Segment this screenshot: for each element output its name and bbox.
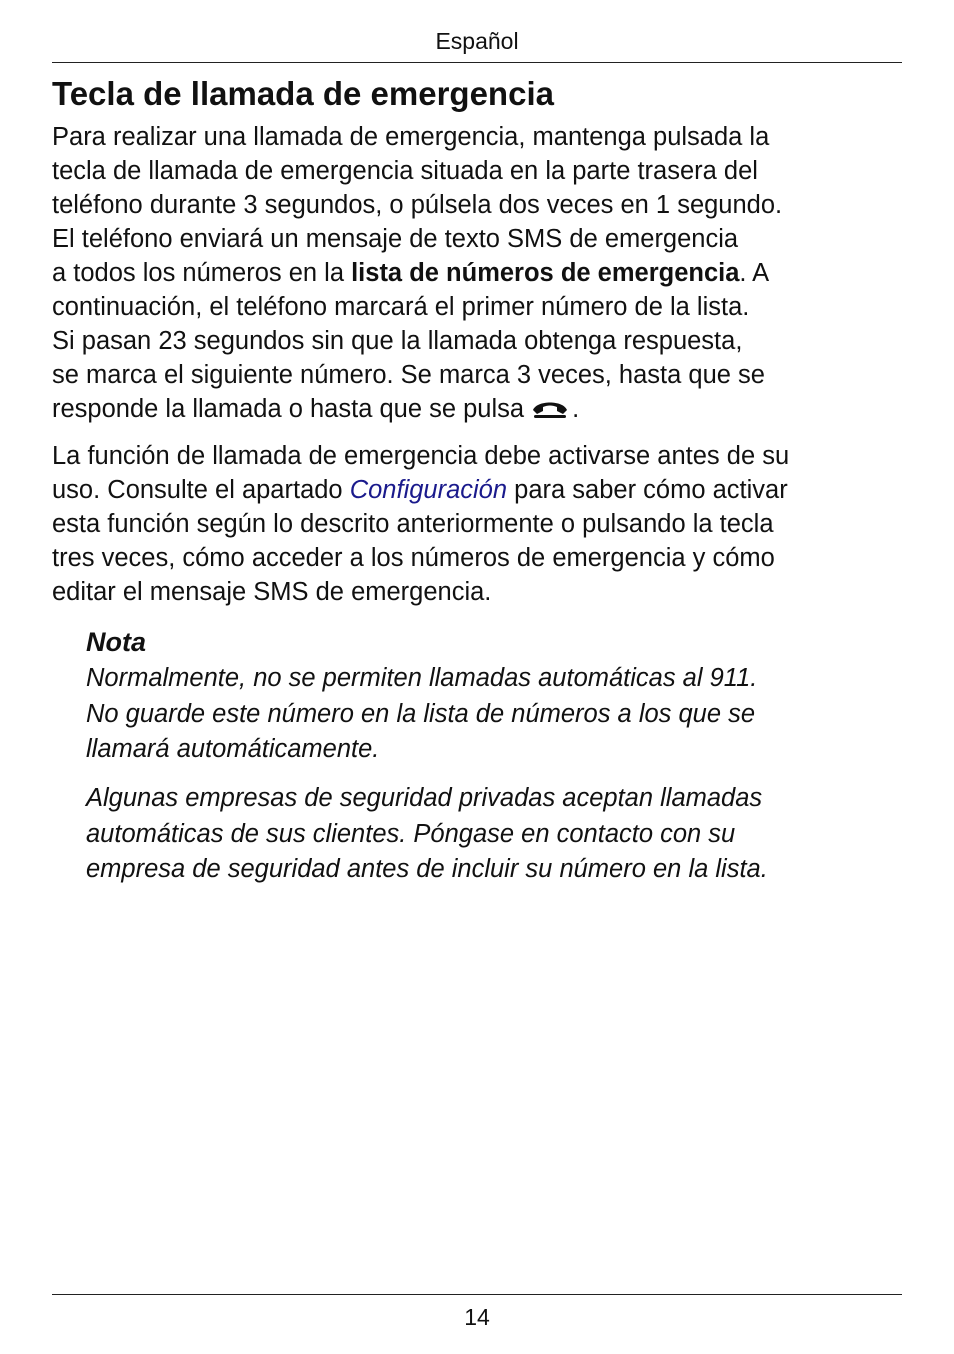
page-header-language: Español xyxy=(435,28,519,54)
page-number: 14 xyxy=(464,1304,490,1330)
paragraph-emergency-call-instructions xyxy=(52,120,902,426)
header-rule xyxy=(52,62,902,63)
end-call-phone-icon xyxy=(530,398,570,420)
paragraph-text: La función de llamada de emergencia debe activarse antes de su uso. Consulte el apartado xyxy=(52,442,790,504)
paragraph-end-period: . xyxy=(572,395,580,423)
emergency-numbers-list-term: lista de números de emergencia xyxy=(351,259,740,287)
note-text-security-companies: Algunas empresas de seguridad privadas aceptan llamadas automáticas de sus clientes. Póngase en contacto con su empresa de seguridad antes de incluir su número en la lista. xyxy=(86,784,768,883)
paragraph-text-continued: . A continuación, el teléfono marcará el primer número de la lista. Si pasan 23 segundos sin que la llamada obtenga respuesta, se marca el siguiente número. Se marca 3 veces, hasta que se responde la llamada o hasta que se pulsa xyxy=(52,259,770,423)
section-title: Tecla de llamada de emergencia xyxy=(52,75,554,112)
footer-rule xyxy=(52,1294,902,1295)
note-text-911: Normalmente, no se permiten llamadas automáticas al 911. No guarde este número en la lista de números a los que se llamará automáticamente. xyxy=(86,664,758,763)
paragraph-activation-info xyxy=(52,439,902,609)
paragraph-text: Para realizar una llamada de emergencia, mantenga pulsada la tecla de llamada de emergencia situada en la parte trasera del teléfono durante 3 segundos, o púlsela dos veces en 1 segundo. El teléfono enviará un mensaje de texto SMS de emergencia a todos los números en la xyxy=(52,123,783,287)
paragraph-text-continued: para saber cómo activar esta función según lo descrito anteriormente o pulsando la tecla tres veces, cómo acceder a los números de emergencia y cómo editar el mensaje SMS de emergencia. xyxy=(52,476,788,606)
configuration-link[interactable]: Configuración xyxy=(349,476,508,504)
note-title: Nota xyxy=(86,627,146,657)
